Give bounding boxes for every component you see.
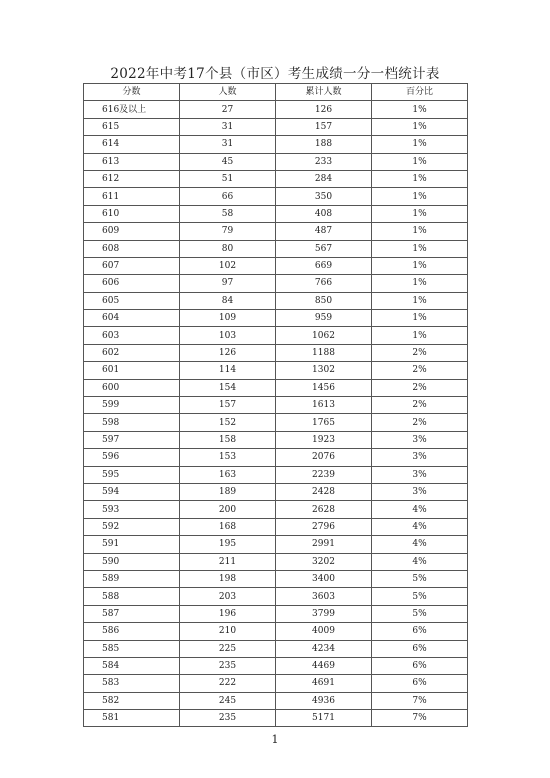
cell-cumulative: 284 <box>276 170 372 187</box>
cell-count: 222 <box>180 675 276 692</box>
cell-count: 102 <box>180 257 276 274</box>
cell-score: 612 <box>84 170 180 187</box>
cell-cumulative: 126 <box>276 101 372 118</box>
cell-score: 611 <box>84 188 180 205</box>
cell-percent: 3% <box>372 483 468 500</box>
cell-count: 109 <box>180 310 276 327</box>
cell-cumulative: 1302 <box>276 362 372 379</box>
cell-score: 603 <box>84 327 180 344</box>
cell-score: 601 <box>84 362 180 379</box>
cell-percent: 3% <box>372 449 468 466</box>
cell-cumulative: 3603 <box>276 588 372 605</box>
cell-cumulative: 4469 <box>276 657 372 674</box>
cell-count: 235 <box>180 657 276 674</box>
cell-count: 114 <box>180 362 276 379</box>
table-row <box>84 553 468 570</box>
table-row <box>84 449 468 466</box>
table-row <box>84 275 468 292</box>
cell-cumulative: 669 <box>276 257 372 274</box>
table-row <box>84 188 468 205</box>
cell-score: 586 <box>84 623 180 640</box>
cell-cumulative: 233 <box>276 153 372 170</box>
cell-percent: 2% <box>372 344 468 361</box>
cell-percent: 6% <box>372 640 468 657</box>
cell-cumulative: 5171 <box>276 710 372 727</box>
cell-score: 585 <box>84 640 180 657</box>
cell-cumulative: 4691 <box>276 675 372 692</box>
cell-cumulative: 766 <box>276 275 372 292</box>
cell-count: 126 <box>180 344 276 361</box>
cell-score: 593 <box>84 501 180 518</box>
cell-count: 103 <box>180 327 276 344</box>
table-body <box>84 101 468 727</box>
cell-percent: 1% <box>372 257 468 274</box>
cell-score: 615 <box>84 118 180 135</box>
cell-score: 608 <box>84 240 180 257</box>
cell-percent: 2% <box>372 414 468 431</box>
cell-score: 616及以上 <box>84 101 180 118</box>
cell-percent: 5% <box>372 570 468 587</box>
cell-cumulative: 850 <box>276 292 372 309</box>
cell-count: 163 <box>180 466 276 483</box>
cell-cumulative: 1923 <box>276 431 372 448</box>
cell-percent: 2% <box>372 379 468 396</box>
table-row <box>84 675 468 692</box>
cell-count: 154 <box>180 379 276 396</box>
table-row <box>84 344 468 361</box>
cell-percent: 6% <box>372 657 468 674</box>
cell-count: 225 <box>180 640 276 657</box>
cell-cumulative: 1188 <box>276 344 372 361</box>
cell-score: 614 <box>84 136 180 153</box>
document-title: 2022年中考17个县（市区）考生成绩一分一档统计表 <box>110 66 440 82</box>
cell-percent: 1% <box>372 205 468 222</box>
table-row <box>84 536 468 553</box>
table-row <box>84 431 468 448</box>
cell-count: 211 <box>180 553 276 570</box>
cell-percent: 4% <box>372 553 468 570</box>
cell-cumulative: 408 <box>276 205 372 222</box>
table-row <box>84 205 468 222</box>
cell-percent: 2% <box>372 397 468 414</box>
cell-score: 613 <box>84 153 180 170</box>
cell-percent: 4% <box>372 536 468 553</box>
table-row <box>84 136 468 153</box>
cell-score: 605 <box>84 292 180 309</box>
cell-score: 598 <box>84 414 180 431</box>
cell-score: 582 <box>84 692 180 709</box>
cell-count: 51 <box>180 170 276 187</box>
page-number: 1 <box>271 733 279 746</box>
cell-score: 597 <box>84 431 180 448</box>
cell-cumulative: 2991 <box>276 536 372 553</box>
table-row <box>84 240 468 257</box>
cell-cumulative: 2628 <box>276 501 372 518</box>
column-header-cumulative: 累计人数 <box>276 84 372 101</box>
cell-cumulative: 487 <box>276 223 372 240</box>
score-table <box>83 83 468 727</box>
cell-cumulative: 2796 <box>276 518 372 535</box>
cell-count: 168 <box>180 518 276 535</box>
cell-percent: 1% <box>372 275 468 292</box>
cell-score: 596 <box>84 449 180 466</box>
table-row <box>84 379 468 396</box>
cell-cumulative: 3799 <box>276 605 372 622</box>
table-row <box>84 657 468 674</box>
cell-percent: 4% <box>372 501 468 518</box>
cell-percent: 1% <box>372 118 468 135</box>
cell-cumulative: 1765 <box>276 414 372 431</box>
cell-score: 609 <box>84 223 180 240</box>
cell-count: 31 <box>180 136 276 153</box>
cell-score: 602 <box>84 344 180 361</box>
cell-percent: 1% <box>372 136 468 153</box>
cell-count: 203 <box>180 588 276 605</box>
cell-score: 588 <box>84 588 180 605</box>
cell-percent: 1% <box>372 170 468 187</box>
cell-cumulative: 188 <box>276 136 372 153</box>
cell-count: 196 <box>180 605 276 622</box>
cell-count: 31 <box>180 118 276 135</box>
cell-cumulative: 2239 <box>276 466 372 483</box>
table-row <box>84 170 468 187</box>
cell-cumulative: 157 <box>276 118 372 135</box>
table-row <box>84 588 468 605</box>
cell-count: 58 <box>180 205 276 222</box>
cell-score: 591 <box>84 536 180 553</box>
cell-score: 587 <box>84 605 180 622</box>
table-row <box>84 118 468 135</box>
cell-count: 66 <box>180 188 276 205</box>
cell-percent: 7% <box>372 692 468 709</box>
table-row <box>84 327 468 344</box>
table-row <box>84 466 468 483</box>
cell-percent: 1% <box>372 223 468 240</box>
table-row <box>84 292 468 309</box>
cell-percent: 6% <box>372 675 468 692</box>
cell-percent: 5% <box>372 588 468 605</box>
cell-count: 195 <box>180 536 276 553</box>
cell-score: 589 <box>84 570 180 587</box>
column-header-count: 人数 <box>180 84 276 101</box>
cell-percent: 1% <box>372 101 468 118</box>
table-row <box>84 692 468 709</box>
column-header-percent: 百分比 <box>372 84 468 101</box>
table-row <box>84 310 468 327</box>
cell-count: 235 <box>180 710 276 727</box>
cell-score: 607 <box>84 257 180 274</box>
table-row <box>84 153 468 170</box>
cell-cumulative: 350 <box>276 188 372 205</box>
cell-count: 45 <box>180 153 276 170</box>
cell-count: 152 <box>180 414 276 431</box>
table-row <box>84 362 468 379</box>
cell-percent: 3% <box>372 466 468 483</box>
cell-percent: 1% <box>372 327 468 344</box>
cell-count: 97 <box>180 275 276 292</box>
cell-percent: 7% <box>372 710 468 727</box>
cell-cumulative: 1062 <box>276 327 372 344</box>
cell-count: 189 <box>180 483 276 500</box>
cell-score: 592 <box>84 518 180 535</box>
cell-percent: 3% <box>372 431 468 448</box>
table-row <box>84 710 468 727</box>
cell-score: 590 <box>84 553 180 570</box>
cell-count: 210 <box>180 623 276 640</box>
cell-count: 198 <box>180 570 276 587</box>
cell-count: 27 <box>180 101 276 118</box>
cell-cumulative: 3400 <box>276 570 372 587</box>
table-row <box>84 623 468 640</box>
table-row <box>84 640 468 657</box>
table-row <box>84 501 468 518</box>
cell-cumulative: 1456 <box>276 379 372 396</box>
table-row <box>84 223 468 240</box>
cell-cumulative: 567 <box>276 240 372 257</box>
cell-cumulative: 2428 <box>276 483 372 500</box>
cell-cumulative: 1613 <box>276 397 372 414</box>
cell-percent: 1% <box>372 153 468 170</box>
table-row <box>84 605 468 622</box>
cell-cumulative: 3202 <box>276 553 372 570</box>
cell-count: 200 <box>180 501 276 518</box>
cell-score: 600 <box>84 379 180 396</box>
cell-score: 583 <box>84 675 180 692</box>
cell-cumulative: 4936 <box>276 692 372 709</box>
cell-score: 604 <box>84 310 180 327</box>
cell-cumulative: 2076 <box>276 449 372 466</box>
cell-cumulative: 4234 <box>276 640 372 657</box>
cell-percent: 1% <box>372 240 468 257</box>
cell-percent: 1% <box>372 292 468 309</box>
cell-count: 80 <box>180 240 276 257</box>
cell-percent: 2% <box>372 362 468 379</box>
cell-percent: 1% <box>372 310 468 327</box>
table-row <box>84 257 468 274</box>
cell-score: 606 <box>84 275 180 292</box>
table-row <box>84 397 468 414</box>
cell-count: 84 <box>180 292 276 309</box>
cell-score: 581 <box>84 710 180 727</box>
cell-cumulative: 959 <box>276 310 372 327</box>
table-row <box>84 570 468 587</box>
table-header-row <box>84 84 468 101</box>
cell-score: 610 <box>84 205 180 222</box>
cell-percent: 1% <box>372 188 468 205</box>
cell-score: 584 <box>84 657 180 674</box>
cell-count: 79 <box>180 223 276 240</box>
cell-cumulative: 4009 <box>276 623 372 640</box>
cell-percent: 4% <box>372 518 468 535</box>
table-row <box>84 414 468 431</box>
table-row <box>84 101 468 118</box>
cell-count: 158 <box>180 431 276 448</box>
cell-count: 153 <box>180 449 276 466</box>
cell-percent: 6% <box>372 623 468 640</box>
column-header-score: 分数 <box>84 84 180 101</box>
table-row <box>84 483 468 500</box>
cell-percent: 5% <box>372 605 468 622</box>
table-row <box>84 518 468 535</box>
cell-score: 594 <box>84 483 180 500</box>
cell-count: 157 <box>180 397 276 414</box>
cell-count: 245 <box>180 692 276 709</box>
cell-score: 595 <box>84 466 180 483</box>
cell-score: 599 <box>84 397 180 414</box>
